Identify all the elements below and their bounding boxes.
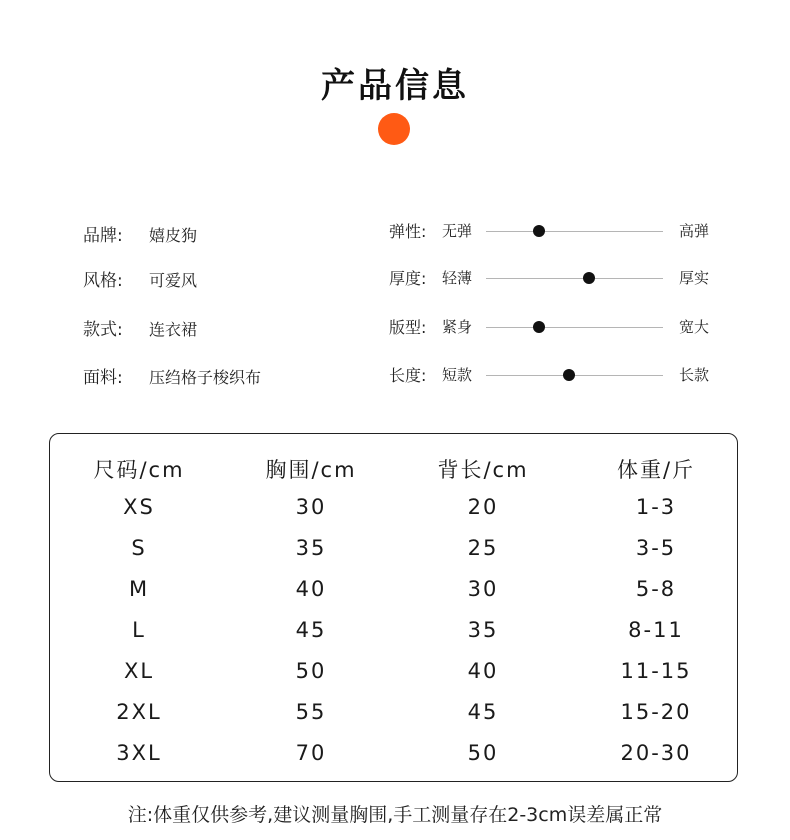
size-table-header-size: 尺码/cm	[93, 458, 185, 482]
table-cell: 70	[295, 741, 327, 765]
attr-brand	[83, 221, 197, 246]
scale-elasticity-low: 无弹	[442, 222, 473, 240]
scale-fit-low: 紧身	[442, 318, 473, 336]
scale-length-low: 短款	[442, 366, 473, 384]
attr-fabric-value: 压绉格子梭织布	[149, 368, 262, 387]
scale-length-label: 长度:	[389, 366, 427, 385]
scale-elasticity-label: 弹性:	[389, 222, 427, 241]
scale-thickness-track	[486, 278, 663, 279]
scale-fit-label: 版型:	[389, 318, 427, 337]
scale-length-knob	[563, 369, 575, 381]
table-cell: 30	[295, 495, 327, 519]
scale-fit-knob	[533, 321, 545, 333]
table-cell: 50	[295, 659, 327, 683]
table-cell: XS	[123, 495, 155, 519]
table-cell: 3XL	[116, 741, 162, 765]
scale-fit-high: 宽大	[679, 318, 710, 336]
table-cell: 50	[467, 741, 499, 765]
scale-thickness-knob	[583, 272, 595, 284]
table-cell: 30	[467, 577, 499, 601]
table-cell: S	[131, 536, 147, 560]
table-cell: 55	[295, 700, 327, 724]
attr-style-key: 风格:	[83, 271, 123, 291]
attr-style	[83, 266, 197, 291]
scale-length-high: 长款	[679, 366, 710, 384]
table-cell: 40	[295, 577, 327, 601]
attr-brand-key: 品牌:	[83, 226, 123, 246]
table-cell: 5-8	[635, 577, 677, 601]
scale-thickness-low: 轻薄	[442, 269, 473, 287]
table-cell: 25	[467, 536, 499, 560]
table-cell: 40	[467, 659, 499, 683]
table-cell: 11-15	[620, 659, 692, 683]
scale-elasticity	[389, 219, 719, 243]
scale-elasticity-knob	[533, 225, 545, 237]
size-table-header-chest: 胸围/cm	[265, 458, 357, 482]
table-cell: 1-3	[635, 495, 677, 519]
scale-thickness	[389, 266, 719, 290]
table-cell: 45	[295, 618, 327, 642]
table-cell: 45	[467, 700, 499, 724]
attr-fabric	[83, 363, 261, 388]
scale-thickness-high: 厚实	[679, 269, 710, 287]
scale-fit-track	[486, 327, 663, 328]
accent-dot	[378, 113, 410, 145]
table-cell: 35	[295, 536, 327, 560]
size-table-header-back: 背长/cm	[437, 458, 529, 482]
table-cell: 2XL	[116, 700, 162, 724]
size-table-header-weight: 体重/斤	[616, 458, 696, 482]
size-table	[49, 433, 738, 782]
table-cell: 15-20	[620, 700, 692, 724]
table-cell: 3-5	[635, 536, 677, 560]
scale-fit	[389, 315, 719, 339]
attr-fabric-key: 面料:	[83, 368, 123, 388]
attr-type-key: 款式:	[83, 320, 123, 340]
table-cell: L	[132, 618, 146, 642]
table-cell: 20	[467, 495, 499, 519]
attr-brand-value: 嬉皮狗	[149, 226, 198, 245]
table-cell: 35	[467, 618, 499, 642]
attr-type-value: 连衣裙	[149, 320, 198, 339]
scale-length	[389, 363, 719, 387]
scale-thickness-label: 厚度:	[389, 269, 427, 288]
table-cell: M	[128, 577, 150, 601]
table-cell: XL	[123, 659, 155, 683]
attr-type	[83, 315, 197, 340]
table-cell: 8-11	[628, 618, 684, 642]
scale-elasticity-track	[486, 231, 663, 232]
attr-style-value: 可爱风	[149, 271, 198, 290]
table-cell: 20-30	[620, 741, 692, 765]
page-title: 产品信息	[321, 66, 469, 106]
footnote: 注:体重仅供参考,建议测量胸围,手工测量存在2-3cm误差属正常	[127, 804, 663, 826]
scale-elasticity-high: 高弹	[679, 222, 710, 240]
